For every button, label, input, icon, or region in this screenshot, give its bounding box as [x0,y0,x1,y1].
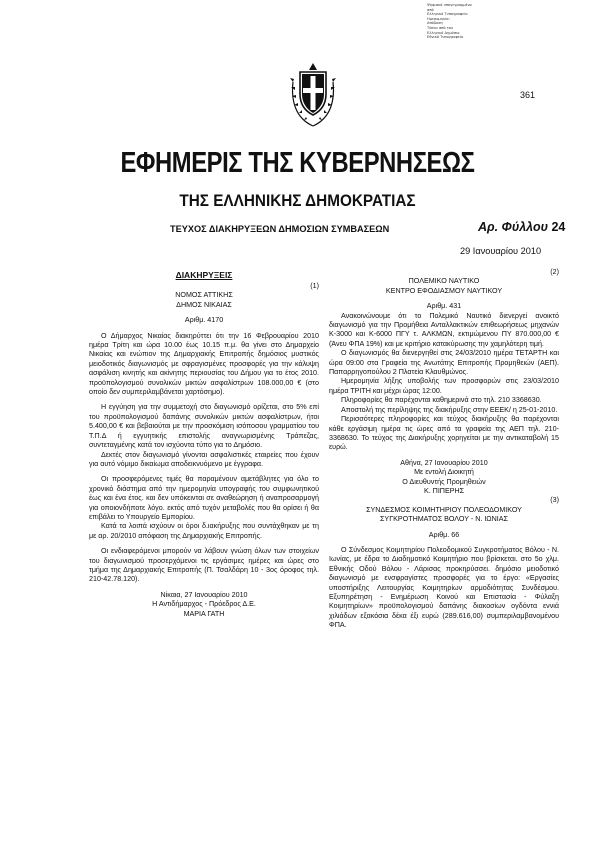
hellenic-coat-of-arms-icon [287,60,339,130]
place-date: Αθήνα, 27 Ιανουαρίου 2010 [400,458,488,467]
sheet-number [478,220,565,234]
paragraph: Δεκτές στον διαγωνισμό γίνονται ασφαλιστικές εταιρείες που έχουν για αυτό νόμιμο δικαίωμα αποδεικνυόμενο με έγγραφα. [89,450,319,468]
organization-line: ΣΥΝΔΕΣΜΟΣ ΚΟΙΜΗΤΗΡΙΟΥ ΠΟΛΕΟΔΟΜΙΚΟΥ [366,505,522,514]
signer-name: Κ. ΠΙΠΕΡΗΣ [423,486,465,495]
paragraph: Πληροφορίες θα παρέχονται καθημερινά στο τηλ. 210 3368630. [341,396,542,405]
signature-line: Ψηφιακά υπογεγραμμένο [427,3,472,7]
right-column [329,268,559,631]
organization-line: ΣΥΓΚΡΟΤΗΜΑΤΟΣ ΒΟΛΟΥ - Ν. ΙΩΝΙΑΣ [380,515,508,524]
reference-number: Αριθμ. 431 [426,302,462,311]
sheet-label: Αρ. Φύλλου [478,220,548,234]
paragraph: Οι προσφερόμενες τιμές θα παραμένουν αμετάβλητες για όλο το χρονικό διάστημα από την ημερομηνία υπογραφής του συμφωνητικού έως και ένα έτος. και δεν υπόκεινται σε αναθεώρηση ή αναπροσαρμογή για οποιονδήποτε λόγο. εκτός από τυχόν μεταβολές που θα ορίσει ή θα επιβάλει το Υπουργείο Εμπορίου. [89,475,319,521]
reference-number: Αριθμ. 66 [428,530,460,539]
gazette-subtitle: ΤΗΣ ΕΛΛΗΝΙΚΗΣ ΔΗΜΟΚΡΑΤΙΑΣ [179,191,416,210]
notice-number: (1) [310,282,319,290]
left-column [89,268,319,619]
signature-line: Ελληνικό Δημόσιο [427,30,460,35]
section-heading: ΔΙΑΚΗΡΥΞΕΙΣ [175,270,233,280]
signature-line: Εθνικό Τυπογραφείο [427,35,464,40]
issue-date: 29 Ιανουαρίου 2010 [460,246,542,256]
paragraph: Η εγγύηση για την συμμετοχή στο διαγωνισμό ορίζεται, στο 5% επί του προϋπολογισμού δαπάνης συνολικών μικτών ασφαλίστρων, ήτοι 5.400,00 € και βεβαιούται με την προσκόμιση ισόποσου γραμματίου του Τ.Π.Δ ή εγγυητικής επιστολής αναγνωρισμένης Τράπεζας, συντεταγμένης κατά τον ισχύοντα τύπο για το Δημόσιο. [89,403,319,450]
place-date: Νίκαια, 27 Ιανουαρίου 2010 [160,590,248,599]
signer-name: ΜΑΡΙΑ ΓΑΤΗ [183,609,225,618]
organization-line: ΠΟΛΕΜΙΚΟ ΝΑΥΤΙΚΟ [408,277,480,286]
organization-line: ΝΟΜΟΣ ΑΤΤΙΚΗΣ [175,291,233,300]
paragraph: Ανακοινώνουμε ότι το Πολεμικό Ναυτικό διενεργεί ανοικτό διαγωνισμό για την Προμήθεια Ανταλλακτικών επιθεωρήσεως μηχανών Κ-3000 και Κ-6000 ΠΓΥ τ. ΑΛΚΜΩΝ, εκτιμώμενου ΠΥ 870.000,00 € (Άνευ ΦΠΑ 19%) και με κριτήριο κατακύρωσης την χαμηλότερη τιμή. [329,311,559,348]
digital-signature-block [427,3,487,40]
sheet-number-value: 24 [551,220,566,234]
organization-line: ΚΕΝΤΡΟ ΕΦΟΔΙΑΣΜΟΥ ΝΑΥΤΙΚΟΥ [385,286,503,295]
notice-number: (2) [550,268,559,276]
paragraph: Κατά τα λοιπά ισχύουν οι όροι δ.ιακήρυξης που συντάχθηκαν με τη με αρ. 20/2010 απόφαση της Δημαρχιακής Επιτροπής. [89,522,319,540]
page-number: 361 [519,90,535,100]
order-line: Ο Διευθυντής Προμηθειών [402,477,486,486]
paragraph: Οι ενδιαφερόμενοι μπορούν να λάβουν γνώση όλων των στοιχείων του διαγωνισμού προσερχόμενοι τις εργάσιμες ημέρες και ώρες στο τμήμα της Δημαρχιακής Επιτροπής (Π. Τσαλδάρη 10 - 3ος όροφος τηλ. 210-42.78.120). [89,547,319,584]
paragraph: Ο διαγωνισμός θα διενεργηθεί στις 24/03/2010 ημέρα ΤΕΤΑΡΤΗ και ώρα 09:00 στα Γραφεία της Ανωτάτης Επιτροπής Προμηθειών (ΑΕΠ). Παπαρρηγοπούλου 2 Πλατεία Κλαυθμώνος. [329,349,559,377]
paragraph: Περισσότερες πληροφορίες και τεύχος διακήρυξης θα παρέχονται κάθε εργάσιμη ημέρα τις ώρες από τα γραφεία της ΑΕΠ τηλ. 210-3368630. Το τεύχος της Διακήρυξης χορηγείται με την αντικαταβολή 15 ευρώ. [329,415,559,452]
signer-role: Η Αντιδήμαρχος - Πρόεδρος Δ.Ε. [152,600,256,609]
notice-number: (3) [550,496,559,505]
signature-line: από [427,7,434,12]
gazette-title: ΕΦΗΜΕΡΙΣ ΤΗΣ ΚΥΒΕΡΝΗΣΕΩΣ [120,147,475,179]
paragraph: Αποστολή της περίληψης της διακήρυξης στην ΕΕΕΚ/ η 25-01-2010. [341,405,558,414]
order-line: Με εντολή Διοικητή [414,468,474,477]
signature-line: Ημερομηνία: [427,16,450,21]
issue-label: ΤΕΥΧΟΣ ΔΙΑΚΗΡΥΞΕΩΝ ΔΗΜΟΣΙΩΝ ΣΥΜΒΑΣΕΩΝ [170,224,390,234]
reference-number: Αριθμ. 4170 [184,316,224,325]
paragraph: Ο Σύνδεσμος Κοιμητηρίου Πολεοδομικού Συγκροτήματος Βόλου - Ν. Ιωνίας, με έδρα το Διαδημοτικό Κοιμητήριο που βρίσκεται. στο 5ο χλμ. Εθνικής Οδού Βόλου - Λάρισας προκηρύσσει. δημόσιο μειοδοτικό διαγωνισμό με ενσφραγίστες προσφορές για το έργο: «Εργασίες υποστήριξης Λειτουργίας Κοιμητηρίων αρμοδιότητας Συνδέσμου. Εξυπηρέτηση - Ενημέρωση Κοινού και Επιστασία - Φύλαξη Κοιμητηρίων» προϋπολογισμού δαπάνης διακοσίων ογδόντα εννιά χιλιάδων εξακόσια δέκα έξι ευρώ (289.616,00) συμπεριλαμβανομένου ΦΠΑ. [329,545,559,630]
signature-line: Ελληνικό Τυπογραφείο [427,12,468,17]
paragraph: Ημερομηνία λήξης υποβολής των προσφορών στις 23/03/2010 ημέρα ΤΡΙΤΗ και μέχρι ώρας 12:00. [329,377,559,395]
paragraph: Ο Δήμαρχος Νικαίας διακηρύττει ότι την 16 Φεβρουαρίου 2010 ημέρα Τρίτη και ώρα 10.00 έως 10.15 π.μ. θα γίνει στο Δημαρχείο Νικαίας και ενώπιον της Δημαρχιακής Επιτροπής δημόσιος μυστικός μειοδοτικός διαγωνισμός με σφραγισμένες προσφορές για την κάλυψη ασφάλιση κινητής και ακίνητης περιουσίας του Δήμου για το έτος 2010. προϋπολογισμού συνολικών μικτών ασφαλίστρων 108.000,00 € (στο οποίο δεν συμπεριλαμβάνεται χαρτόσημο). [89,331,319,397]
organization-line: ΔΗΜΟΣ ΝΙΚΑΙΑΣ [176,300,232,309]
signature-line: Τύπου από τον [427,25,454,30]
signature-line: Απόδοση [427,21,443,26]
